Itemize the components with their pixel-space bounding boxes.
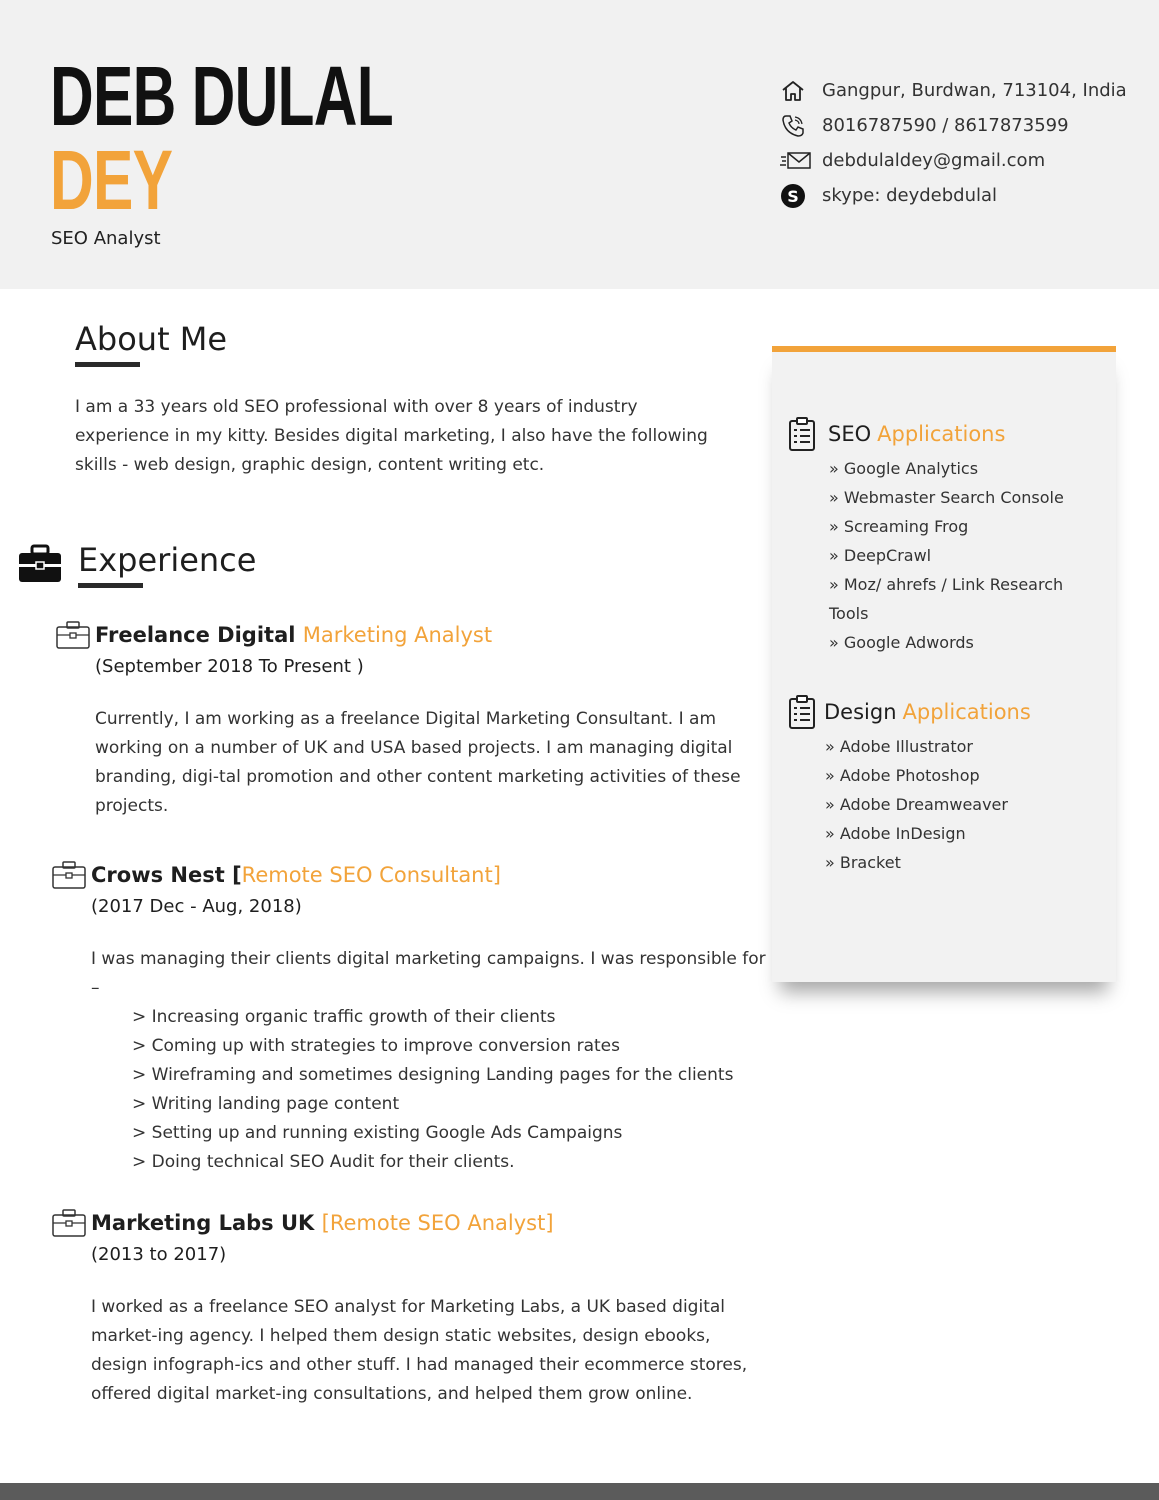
job-title-accent: Marketing Analyst (302, 623, 493, 647)
name-last: DEY (50, 133, 173, 227)
job-description: Currently, I am working as a freelance Digital Marketing Consultant. I am working on a number of UK and USA based projects. I am managing digital branding, digi-tal promotion and other content marketing activities of these projects. (95, 709, 741, 816)
skills-sidebar (772, 346, 1116, 982)
phone-text[interactable]: 8016787590 / 8617873599 (822, 115, 1069, 136)
experience-underline (78, 583, 143, 588)
experience-heading: Experience (78, 541, 257, 579)
job-entry (55, 620, 775, 821)
mail-icon (780, 148, 812, 174)
list-item: > Coming up with strategies to improve conversion rates (132, 1036, 620, 1056)
list-item: » Webmaster Search Console (829, 488, 1064, 507)
about-underline (75, 362, 140, 367)
list-item: » Adobe Photoshop (825, 766, 980, 785)
phone-icon (780, 113, 812, 139)
list-item: » Google Adwords (829, 633, 974, 652)
list-item: > Wireframing and sometimes designing Landing pages for the clients (132, 1065, 734, 1085)
contact-phone (780, 108, 1127, 143)
job-title-accent: Remote SEO Consultant] (241, 863, 501, 887)
job-header (51, 1208, 771, 1238)
job-title-main: Freelance Digital (95, 623, 303, 647)
seo-applications-heading (788, 416, 1079, 452)
design-tools-list (825, 732, 1075, 877)
job-dates: (September 2018 To Present ) (95, 656, 364, 677)
email-text[interactable]: debdulaldey@gmail.com (822, 150, 1046, 171)
job-header (51, 860, 771, 890)
list-item: » Adobe InDesign (825, 824, 966, 843)
list-item: » Bracket (825, 853, 901, 872)
job-title (95, 623, 492, 647)
address-text: Gangpur, Burdwan, 713104, India (822, 80, 1127, 101)
job-briefcase-icon (51, 860, 87, 890)
list-item: > Doing technical SEO Audit for their clients. (132, 1152, 515, 1172)
job-title-accent: [Remote SEO Analyst] (321, 1211, 554, 1235)
job-briefcase-icon (55, 620, 91, 650)
seo-title: SEO (828, 422, 872, 446)
list-item: » Google Analytics (829, 459, 979, 478)
contact-address (780, 73, 1127, 108)
job-title-main: Marketing Labs UK (91, 1211, 322, 1235)
design-applications (788, 694, 1075, 877)
skype-text[interactable]: skype: deydebdulal (822, 185, 998, 206)
header (0, 0, 1159, 289)
home-icon (780, 78, 812, 104)
contact-email (780, 143, 1127, 178)
job-title (91, 1211, 554, 1235)
job-bullets (91, 1003, 771, 1177)
job-dates: (2013 to 2017) (91, 1244, 227, 1265)
job-entry (51, 860, 771, 1177)
skype-icon (780, 183, 812, 209)
job-description: I was managing their clients digital marketing campaigns. I was responsible for – (91, 949, 766, 998)
design-applications-heading (788, 694, 1075, 730)
seo-tools-list (829, 454, 1079, 657)
job-header (55, 620, 775, 650)
list-item: » Moz/ ahrefs / Link Research Tools (829, 575, 1064, 623)
job-description: I worked as a freelance SEO analyst for Marketing Labs, a UK based digital market-ing agency. I helped them design static websites, design ebooks, design infograph-ics and other stuff. I had managed their ecommerce stores, offered digital market-ing consultations, and helped them grow online. (91, 1297, 748, 1404)
list-item: > Writing landing page content (132, 1094, 400, 1114)
job-briefcase-icon (51, 1208, 87, 1238)
footer-bar (0, 1483, 1159, 1500)
list-item: » Adobe Dreamweaver (825, 795, 1008, 814)
design-title-accent: Applications (902, 700, 1031, 724)
about-heading: About Me (75, 320, 228, 358)
seo-applications (788, 416, 1079, 657)
clipboard-icon (788, 694, 816, 730)
svg-text:S: S (787, 186, 799, 206)
contact-skype (780, 178, 1127, 213)
list-item: > Increasing organic traffic growth of their clients (132, 1007, 556, 1027)
job-title (91, 863, 501, 887)
seo-title-accent: Applications (877, 422, 1006, 446)
about-text: I am a 33 years old SEO professional with over 8 years of industry experience in my kitty. Besides digital marketing, I also have the following skills - web design, graphic design, content writing etc. (75, 397, 708, 475)
list-item: » DeepCrawl (829, 546, 932, 565)
contact-list (780, 73, 1127, 213)
briefcase-icon (17, 544, 63, 588)
job-title: SEO Analyst (51, 228, 161, 249)
name-first: DEB DULAL (50, 49, 393, 143)
list-item: » Adobe Illustrator (825, 737, 973, 756)
design-title: Design (824, 700, 897, 724)
job-dates: (2017 Dec - Aug, 2018) (91, 896, 302, 917)
job-title-main: Crows Nest [ (91, 863, 242, 887)
clipboard-icon (788, 416, 816, 452)
list-item: » Screaming Frog (829, 517, 969, 536)
job-entry (51, 1208, 771, 1409)
list-item: > Setting up and running existing Google Ads Campaigns (132, 1123, 623, 1143)
